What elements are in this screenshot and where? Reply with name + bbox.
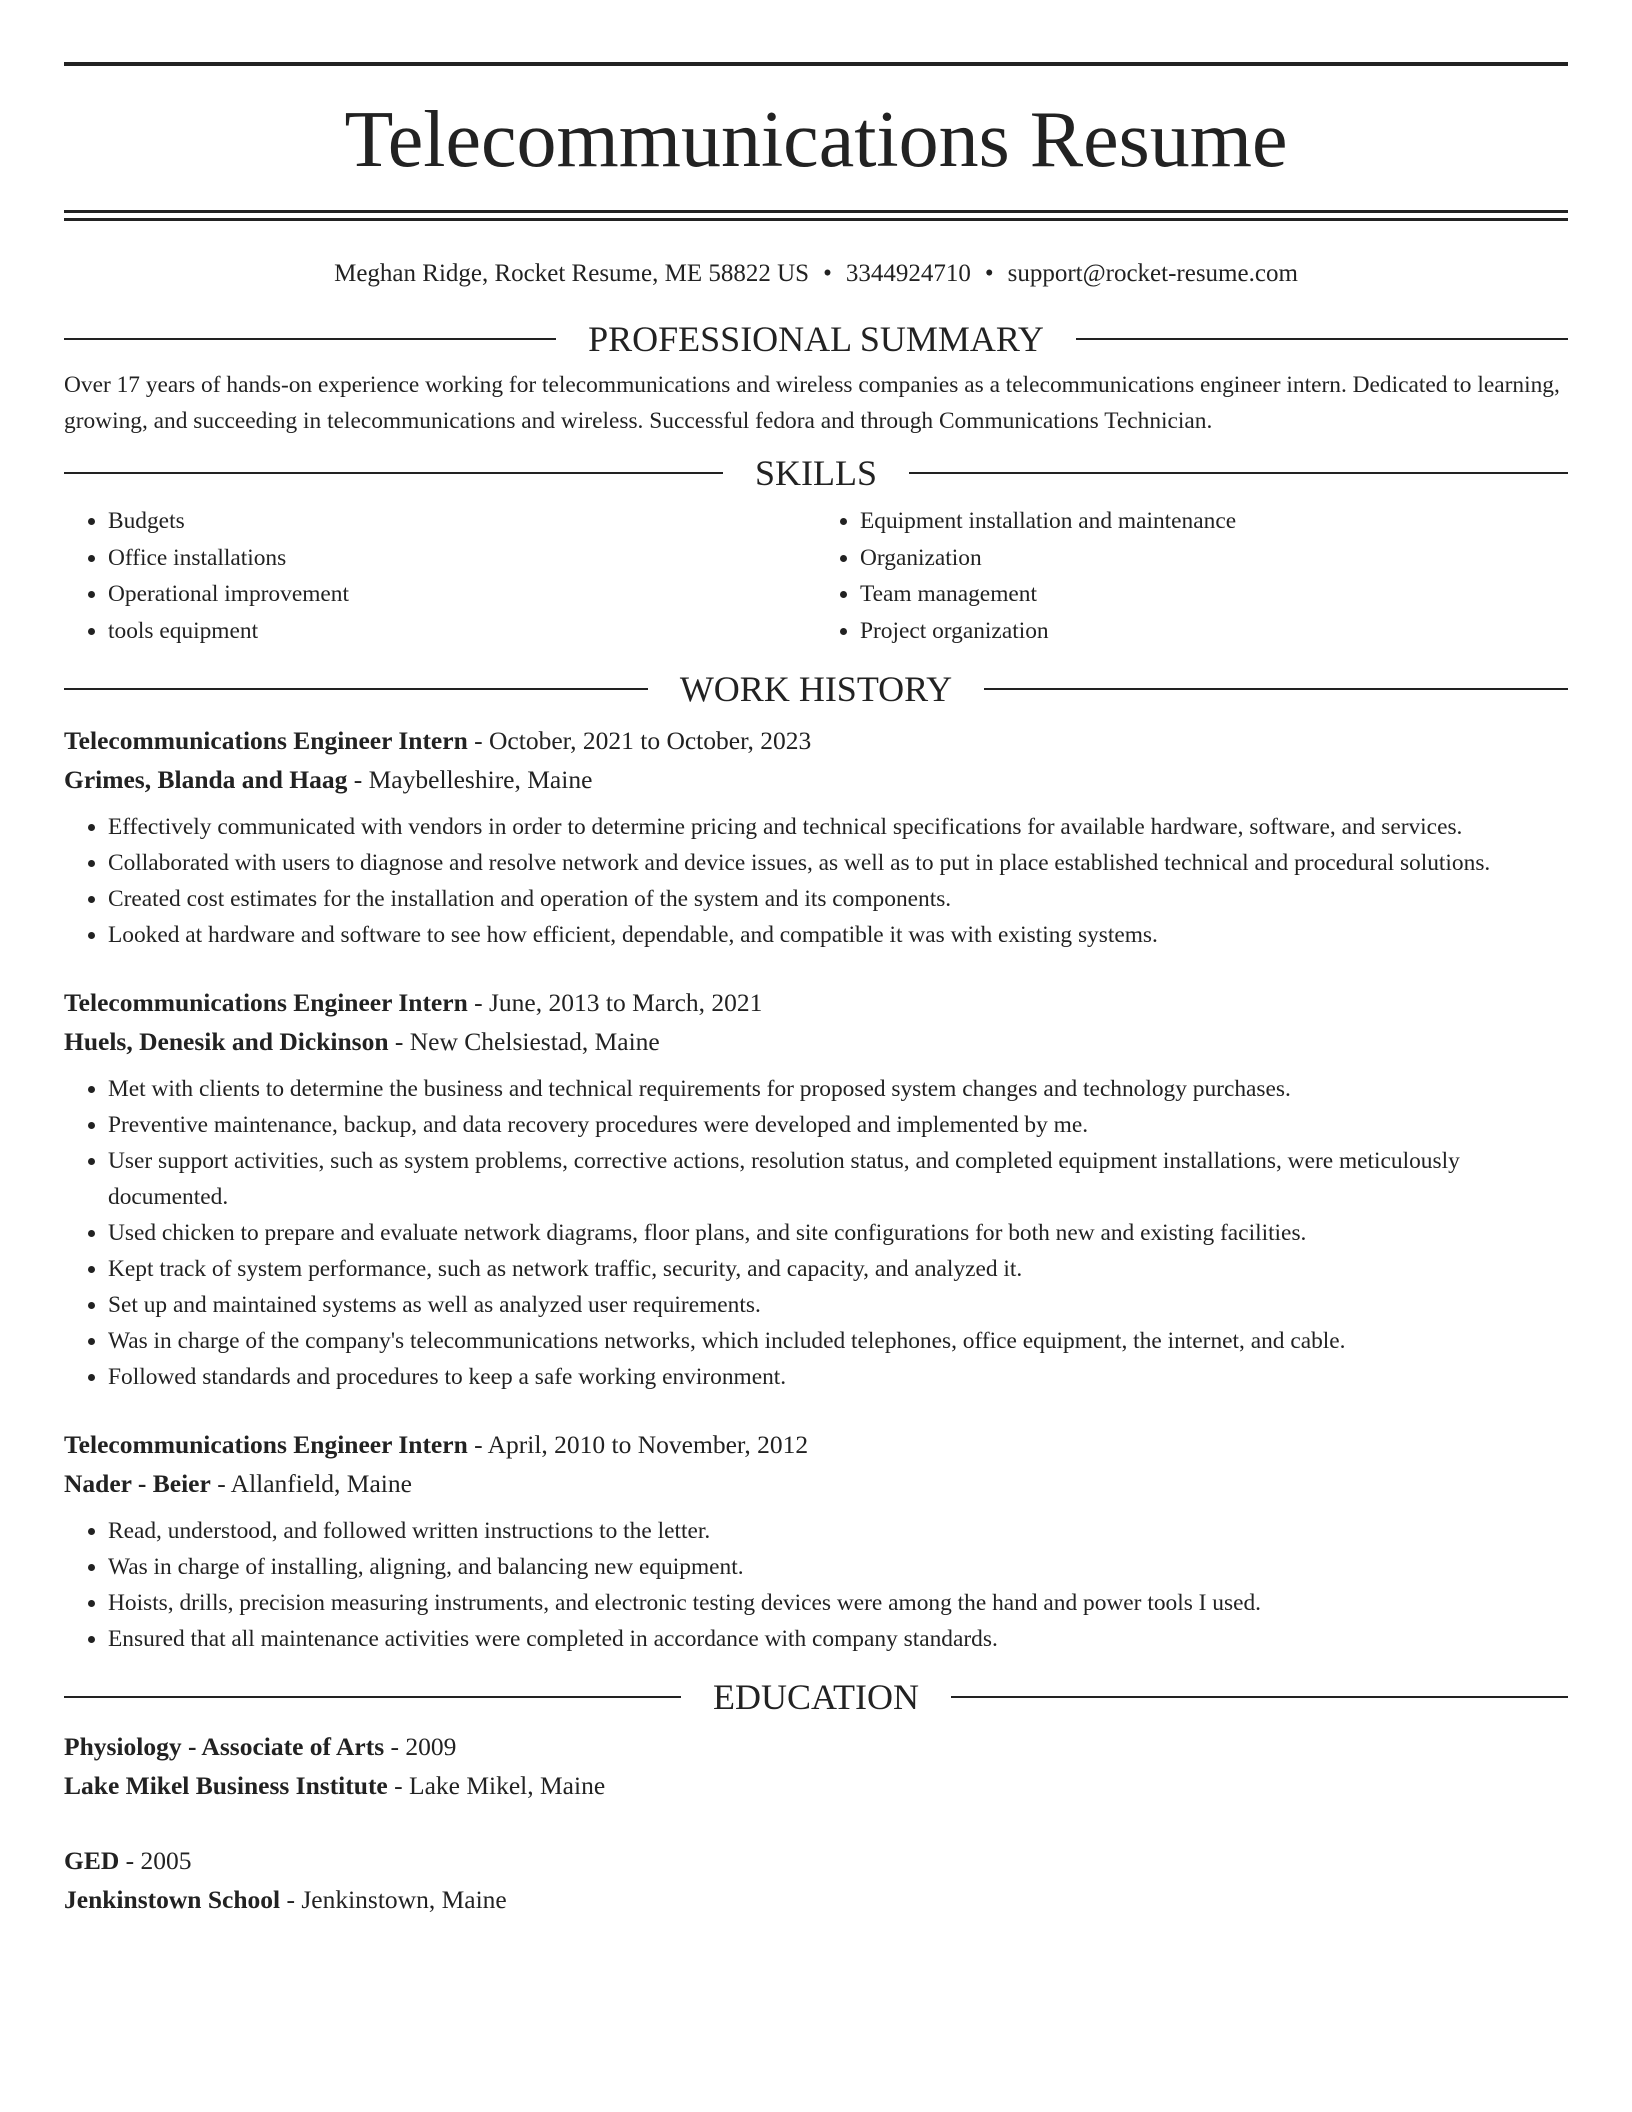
- education-school-line: [64, 1880, 1568, 1919]
- job-location: - New Chelsiestad, Maine: [388, 1027, 660, 1056]
- skill-item: • Operational improvement: [108, 576, 816, 613]
- job-bullet: • Created cost estimates for the installation and operation of the system and its components.: [108, 881, 1568, 917]
- job-bullet: • Ensured that all maintenance activities were completed in accordance with company standards.: [108, 1621, 1568, 1657]
- job-title: Telecommunications Engineer Intern: [64, 988, 468, 1017]
- education-school: Lake Mikel Business Institute: [64, 1771, 388, 1800]
- job-bullets: [64, 809, 1568, 953]
- skill-item: • tools equipment: [108, 613, 816, 650]
- summary-text: Over 17 years of hands-on experience working for telecommunications and wireless companies as a telecommunications engineer intern. Dedicated to learning, growing, and succeeding in telecommunications and wireless. Successful fedora and through Communications Technician.: [64, 372, 1560, 434]
- job-dates: - June, 2013 to March, 2021: [467, 988, 763, 1017]
- section-title: EDUCATION: [713, 1677, 919, 1717]
- contact-separator: •: [984, 260, 994, 287]
- job-bullet: • Was in charge of the company's telecommunications networks, which included telephones, office equipment, the internet, and cable.: [108, 1323, 1568, 1359]
- job-company-line: [64, 1022, 1568, 1061]
- education-degree: Physiology - Associate of Arts: [64, 1732, 385, 1761]
- job-title: Telecommunications Engineer Intern: [64, 1430, 468, 1459]
- job-location: - Allanfield, Maine: [210, 1469, 412, 1498]
- section-header-work-history: [64, 669, 1568, 709]
- skill-item: • Equipment installation and maintenance: [860, 503, 1568, 540]
- job-company: Grimes, Blanda and Haag: [64, 765, 348, 794]
- section-header-summary: [64, 319, 1568, 359]
- top-rule: [64, 62, 1568, 66]
- divider: [984, 688, 1568, 690]
- job-bullet: • Used chicken to prepare and evaluate network diagrams, floor plans, and site configurations for both new and existing facilities.: [108, 1215, 1568, 1251]
- job-title-line: [64, 983, 1568, 1022]
- section-header-skills: [64, 453, 1568, 493]
- education-degree-line: [64, 1841, 1568, 1880]
- section-header-education: [64, 1677, 1568, 1717]
- skills-list: [64, 503, 1568, 649]
- job-bullet: • User support activities, such as system problems, corrective actions, resolution status, and completed equipment installations, were meticulously documented.: [108, 1143, 1568, 1215]
- divider: [64, 1696, 681, 1698]
- job-bullet: • Was in charge of installing, aligning, and balancing new equipment.: [108, 1549, 1568, 1585]
- job-company: Huels, Denesik and Dickinson: [64, 1027, 389, 1056]
- skill-item: • Office installations: [108, 540, 816, 577]
- job-bullet: • Looked at hardware and software to see how efficient, dependable, and compatible it was with existing systems.: [108, 917, 1568, 953]
- job-dates: - April, 2010 to November, 2012: [467, 1430, 809, 1459]
- job-bullets: [64, 1071, 1568, 1395]
- job-bullet: • Met with clients to determine the business and technical requirements for proposed system changes and technology purchases.: [108, 1071, 1568, 1107]
- education-year: - 2009: [384, 1732, 457, 1761]
- job-bullet: • Kept track of system performance, such as network traffic, security, and capacity, and analyzed it.: [108, 1251, 1568, 1287]
- job-dates: - October, 2021 to October, 2023: [467, 726, 812, 755]
- education-entry: [64, 1841, 1568, 1919]
- job-entry: [64, 983, 1568, 1395]
- page-title: Telecommunications Resume: [344, 96, 1288, 184]
- education-entry: [64, 1727, 1568, 1805]
- job-company-line: [64, 1464, 1568, 1503]
- education-school-line: [64, 1766, 1568, 1805]
- job-entry: [64, 1425, 1568, 1657]
- skill-item: • Team management: [860, 576, 1568, 613]
- skill-item: • Organization: [860, 540, 1568, 577]
- contact-address: Meghan Ridge, Rocket Resume, ME 58822 US: [334, 260, 810, 287]
- job-bullet: • Preventive maintenance, backup, and data recovery procedures were developed and implemented by me.: [108, 1107, 1568, 1143]
- skills-column-left: [64, 503, 816, 649]
- education-degree: GED: [64, 1846, 120, 1875]
- job-entry: [64, 721, 1568, 953]
- education-location: - Jenkinstown, Maine: [280, 1885, 507, 1914]
- contact-separator: •: [823, 260, 832, 287]
- education-school: Jenkinstown School: [64, 1885, 281, 1914]
- section-title: WORK HISTORY: [679, 669, 953, 709]
- job-title-line: [64, 1425, 1568, 1464]
- job-title: Telecommunications Engineer Intern: [64, 726, 468, 755]
- job-company-line: [64, 760, 1568, 799]
- divider: [64, 472, 723, 474]
- job-bullet: • Set up and maintained systems as well as analyzed user requirements.: [108, 1287, 1568, 1323]
- contact-email: support@rocket-resume.com: [1007, 260, 1298, 287]
- contact-line: [64, 259, 1568, 289]
- skill-item: • Project organization: [860, 613, 1568, 650]
- job-bullet: • Read, understood, and followed written instructions to the letter.: [108, 1513, 1568, 1549]
- job-bullet: • Effectively communicated with vendors in order to determine pricing and technical specifications for available hardware, software, and services.: [108, 809, 1568, 845]
- divider: [64, 688, 648, 690]
- job-bullet: • Hoists, drills, precision measuring instruments, and electronic testing devices were among the hand and power tools I used.: [108, 1585, 1568, 1621]
- divider: [1076, 338, 1568, 340]
- divider: [951, 1696, 1568, 1698]
- job-location: - Maybelleshire, Maine: [347, 765, 593, 794]
- section-title: PROFESSIONAL SUMMARY: [588, 319, 1044, 359]
- divider: [64, 338, 556, 340]
- job-title-line: [64, 721, 1568, 760]
- job-bullet: • Collaborated with users to diagnose and resolve network and device issues, as well as to put in place established technical and procedural solutions.: [108, 845, 1568, 881]
- education-location: - Lake Mikel, Maine: [387, 1771, 606, 1800]
- divider: [909, 472, 1568, 474]
- education-year: - 2005: [119, 1846, 192, 1875]
- job-company: Nader - Beier: [64, 1469, 211, 1498]
- job-bullet: • Followed standards and procedures to keep a safe working environment.: [108, 1359, 1568, 1395]
- title-double-rule: [64, 210, 1568, 221]
- job-bullets: [64, 1513, 1568, 1657]
- section-title: SKILLS: [755, 453, 878, 493]
- education-degree-line: [64, 1727, 1568, 1766]
- skills-column-right: [816, 503, 1568, 649]
- skill-item: • Budgets: [108, 503, 816, 540]
- contact-phone: 3344924710: [845, 260, 971, 287]
